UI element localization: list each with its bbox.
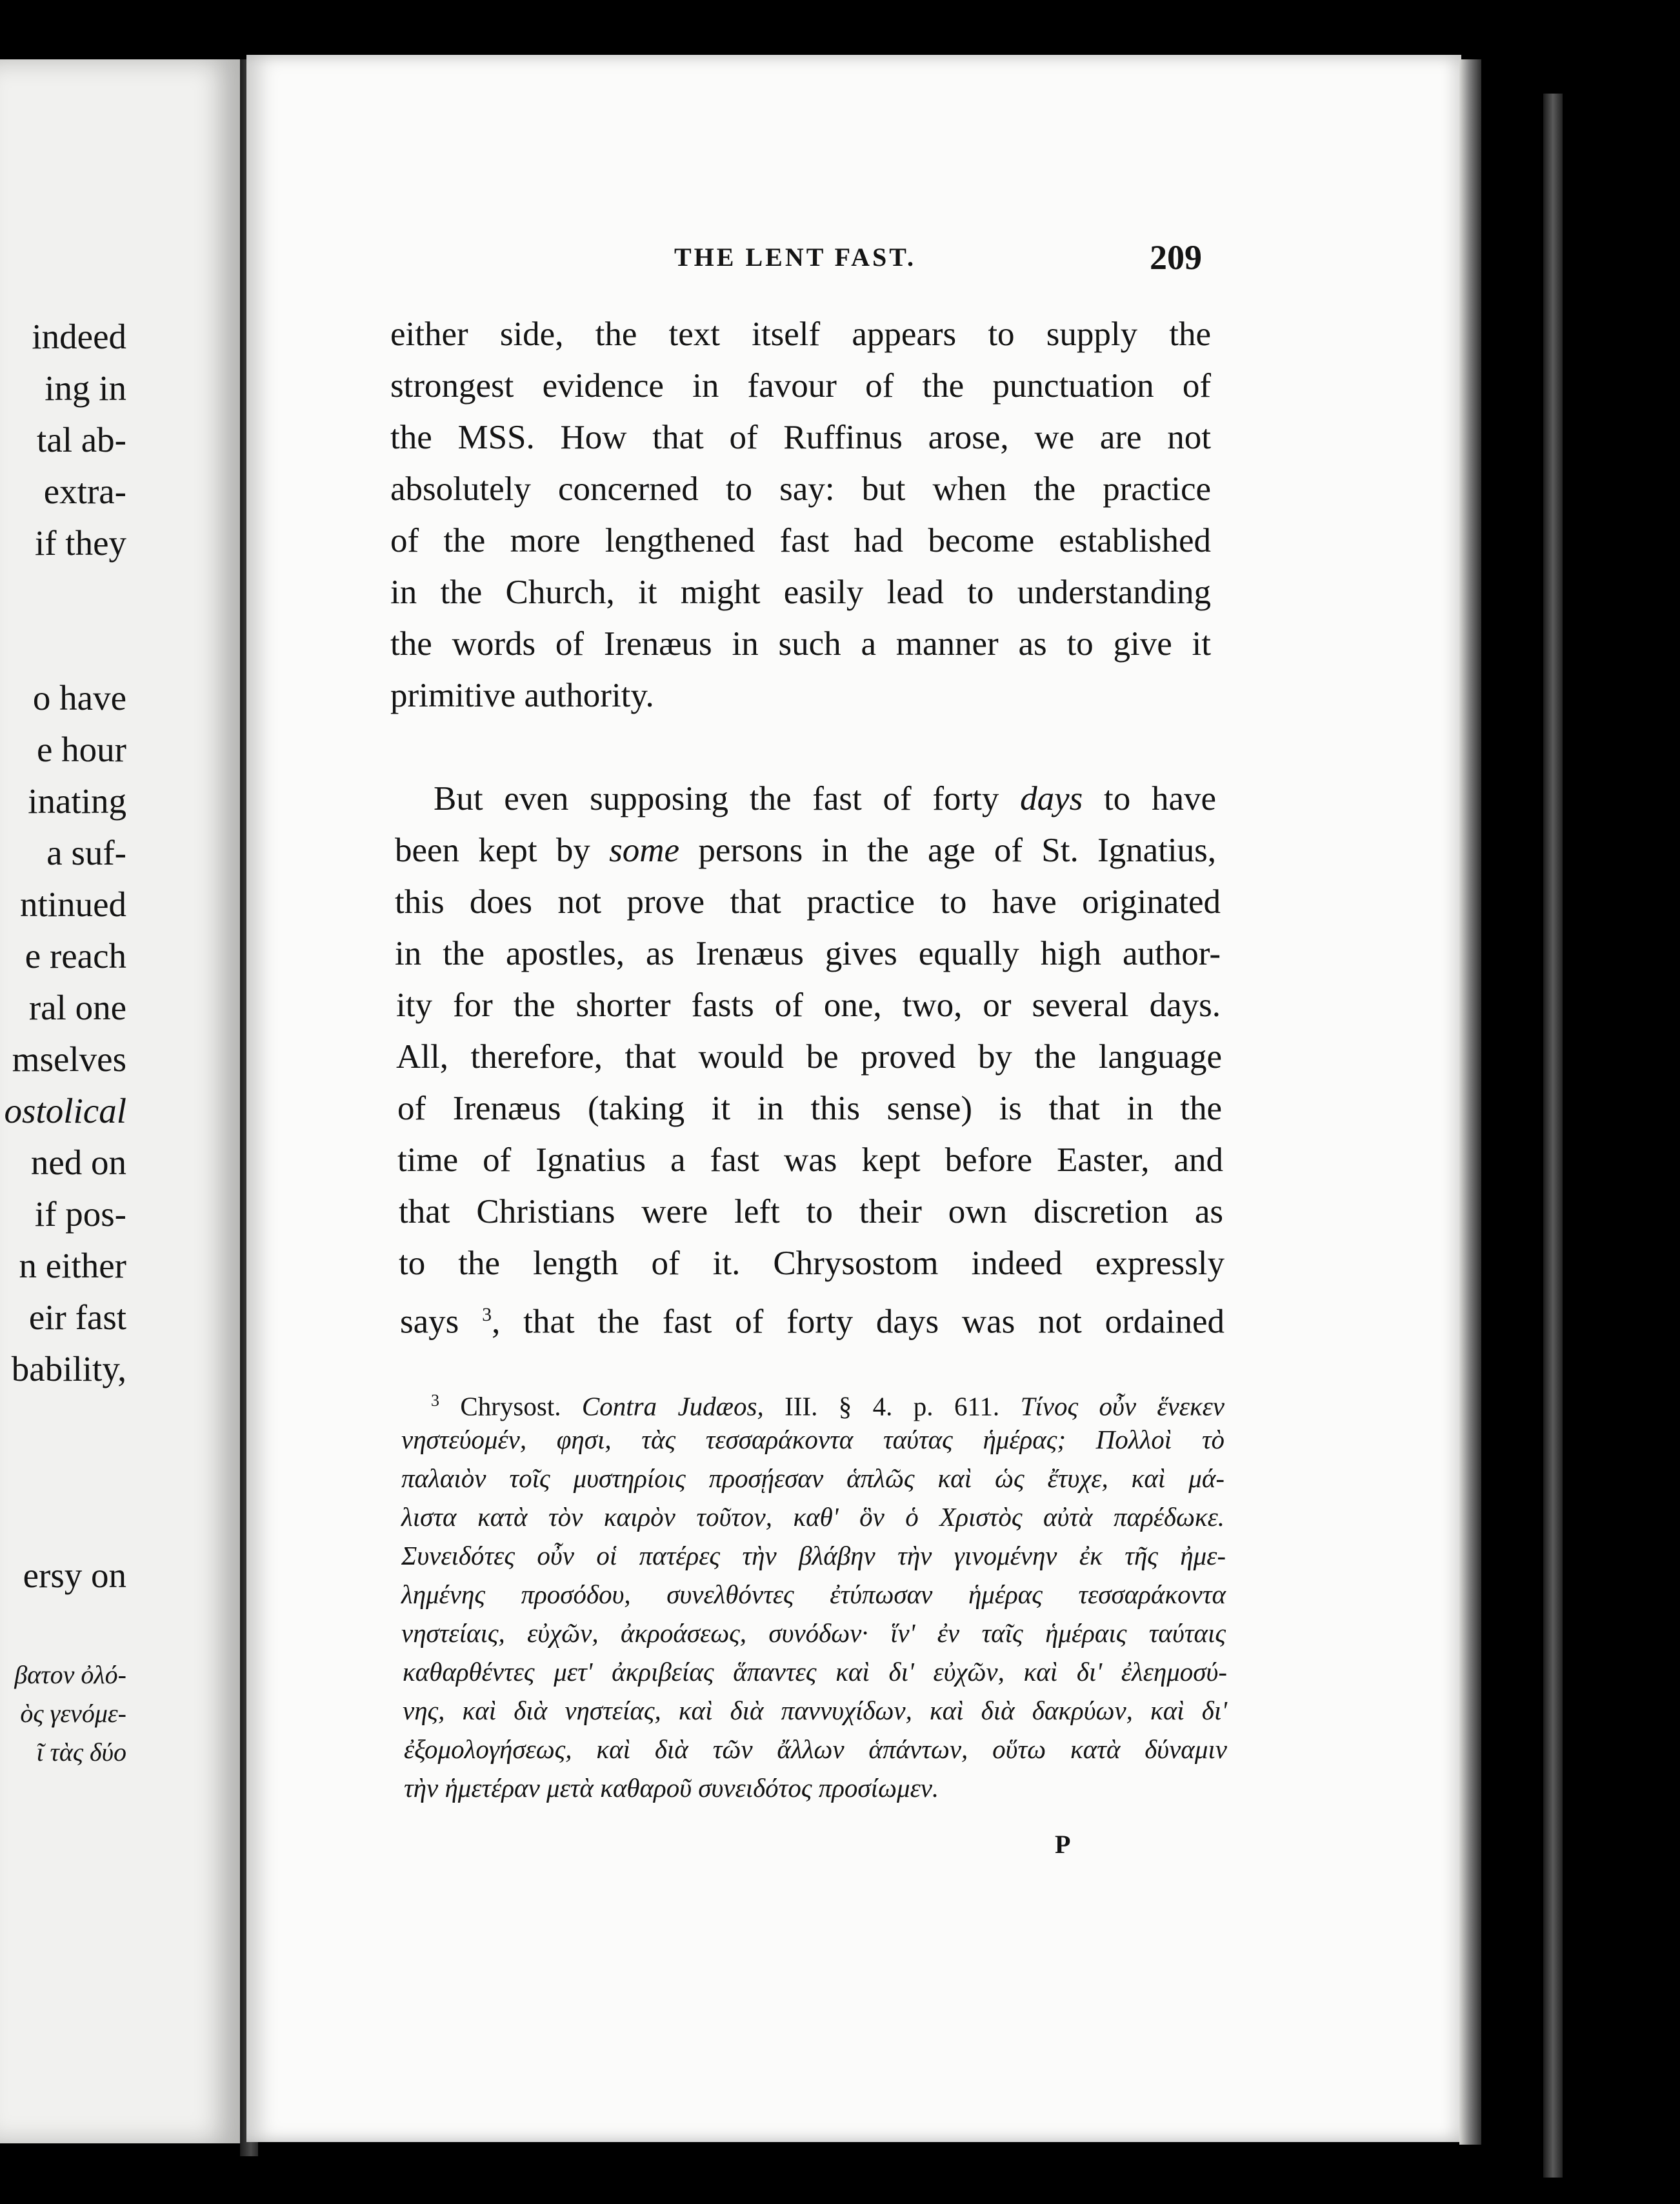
left-line: ntinued	[20, 885, 126, 924]
body-line: All, therefore, that would be proved by the language	[396, 1038, 1222, 1076]
left-line: if they	[34, 523, 126, 563]
body-line: primitive authority.	[390, 677, 654, 714]
body-line: of the more lengthened fast had become established	[390, 522, 1211, 559]
page-number: 209	[1150, 238, 1202, 277]
footnote-line	[431, 1381, 1225, 1426]
body-line: to the length of it. Chrysostom indeed expressly	[399, 1245, 1225, 1282]
left-line: n either	[19, 1246, 126, 1285]
previous-page	[0, 59, 240, 2143]
left-line: ersy on	[23, 1556, 126, 1595]
footnote-greek-line: ἐξομολογήσεως, καὶ διὰ τῶν ἄλλων ἁπάντων, οὕτω κατὰ δύναμιν	[404, 1734, 1227, 1764]
body-line: in the apostles, as Irenæus gives equally high author-	[395, 935, 1221, 972]
footnote-greek-line: λημένης προσόδου, συνελθόντες ἐτύπωσαν ἡμέρας τεσσαράκοντα	[401, 1579, 1226, 1609]
left-line: ral one	[28, 988, 126, 1027]
signature-mark: P	[1055, 1830, 1071, 1859]
text-run: says	[400, 1303, 483, 1341]
text-run: , that the fast of forty days was not ordained	[492, 1303, 1225, 1341]
left-greek-line: ὸς γενόμε-	[20, 1699, 126, 1728]
body-line: absolutely concerned to say: but when the practice	[390, 470, 1211, 508]
left-line: ing in	[45, 368, 126, 408]
left-line: tal ab-	[37, 420, 126, 459]
text-run: to have	[1083, 780, 1217, 817]
text-run: been kept by	[395, 832, 610, 869]
footnote-greek-line: νηστεύομέν, φησι, τὰς τεσσαράκοντα ταύτας ἡμέρας; Πολλοὶ τὸ	[401, 1425, 1225, 1454]
text-run: Chrysost.	[439, 1391, 582, 1421]
left-greek-line: ῖ τὰς δύο	[36, 1738, 126, 1767]
left-line: if pos-	[34, 1194, 126, 1234]
body-line: this does not prove that practice to have originated	[395, 883, 1221, 921]
body-line: in the Church, it might easily lead to understanding	[390, 574, 1211, 611]
page-edge	[1459, 59, 1481, 2145]
footnote-greek-line: λιστα κατὰ τὸν καιρὸν τοῦτον, καθ' ὃν ὁ Χριστὸς αὐτὰ παρέδωκε.	[401, 1502, 1225, 1532]
body-line: the words of Irenæus in such a manner as to give it	[390, 625, 1211, 663]
running-title: THE LENT FAST.	[674, 243, 916, 272]
left-line: o have	[32, 678, 126, 717]
left-line: extra-	[43, 472, 126, 511]
body-line	[434, 773, 1216, 825]
left-line: indeed	[32, 317, 126, 356]
left-line: e hour	[37, 730, 126, 769]
footnote-greek-line: παλαιὸν τοῖς μυστηρίοις προσῄεσαν ἁπλῶς καὶ ὡς ἔτυχε, καὶ μά-	[401, 1463, 1225, 1493]
body-line: either side, the text itself appears to supply the	[390, 316, 1211, 353]
left-line: ostolical	[4, 1091, 126, 1130]
italic-title: Contra Judæos,	[581, 1391, 764, 1421]
left-greek-line: βατον ὀλό-	[14, 1660, 126, 1689]
footnote-greek-line: νης, καὶ διὰ νηστείας, καὶ διὰ παννυχίδων, καὶ διὰ δακρύων, καὶ δι'	[403, 1696, 1227, 1725]
text-run: III. § 4. p. 611.	[763, 1391, 1021, 1421]
body-line	[395, 825, 1216, 876]
italic-word: days	[1020, 780, 1083, 817]
body-line: ity for the shorter fasts of one, two, or several days.	[396, 987, 1221, 1024]
left-line: ned on	[30, 1143, 126, 1182]
text-run: persons in the age of St. Ignatius,	[679, 832, 1217, 869]
body-line	[400, 1289, 1225, 1348]
left-line: bability,	[11, 1349, 126, 1388]
left-line: a suf-	[46, 833, 126, 872]
body-line: of Irenæus (taking it in this sense) is that in the	[397, 1090, 1222, 1127]
body-line: strongest evidence in favour of the punctuation of	[390, 367, 1211, 405]
body-line: that Christians were left to their own discretion as	[399, 1193, 1223, 1230]
footnote-greek-line: Συνειδότες οὖν οἱ πατέρες τὴν βλάβην τὴν γινομένην ἐκ τῆς ἠμε-	[401, 1541, 1226, 1570]
greek-text: Τίνος οὖν ἕνεκεν	[1020, 1391, 1225, 1421]
italic-word: some	[609, 832, 680, 869]
footnote-greek-line: τὴν ἡμετέραν μετὰ καθαροῦ συνειδότος προσίωμεν.	[404, 1773, 939, 1803]
footnote-marker: 3	[431, 1391, 439, 1410]
body-line: time of Ignatius a fast was kept before Easter, and	[397, 1141, 1223, 1179]
left-line: mselves	[12, 1039, 126, 1079]
text-run: But even supposing the fast of forty	[434, 780, 1021, 817]
left-line: e reach	[25, 936, 126, 976]
footnote-greek-line: νηστείαις, εὐχῶν, ἀκροάσεως, συνόδων· ἵν' ἐν ταῖς ἡμέραις ταύταις	[401, 1618, 1226, 1648]
left-line: eir fast	[28, 1297, 126, 1337]
footnote-reference: 3	[482, 1304, 492, 1325]
left-line: inating	[28, 781, 126, 821]
body-line: the MSS. How that of Ruffinus arose, we are not	[390, 419, 1211, 456]
footnote-greek-line: καθαρθέντες μετ' ἀκριβείας ἅπαντες καὶ δι' εὐχῶν, καὶ δι' ἐλεημοσύ-	[403, 1657, 1227, 1687]
book-cover-edge	[1543, 94, 1563, 2178]
